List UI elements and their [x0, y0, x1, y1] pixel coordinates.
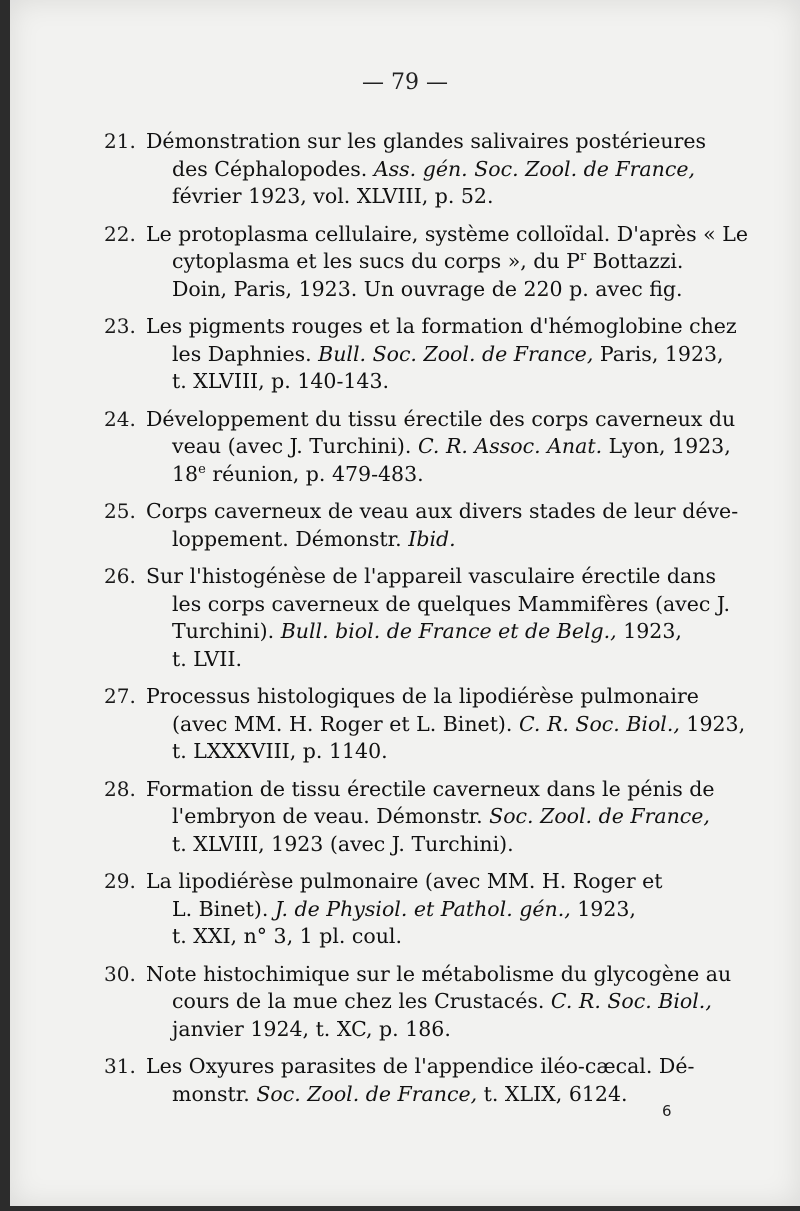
superscript: e [198, 461, 206, 477]
bibliography-entry [10, 776, 800, 859]
text-segment: t. LXXXVIII, p. 1140. [172, 739, 388, 763]
bibliography-entry [10, 683, 800, 766]
bibliography-list [10, 128, 800, 1118]
text-segment: Développement du tissu érectile des corps caverneux du [146, 406, 736, 431]
bibliography-entry [10, 313, 800, 396]
text-segment: Corps caverneux de veau aux divers stades de leur déve- [146, 499, 739, 523]
bibliography-entry [10, 498, 800, 553]
entry-number: 27. [104, 684, 136, 708]
entry-line [146, 313, 737, 341]
text-segment: Lyon, 1923, [602, 434, 731, 458]
entry-line [146, 461, 706, 489]
text-segment: Bottazzi. [586, 249, 684, 273]
entry-number: 21. [104, 129, 136, 153]
entry-number: 22. [104, 221, 136, 246]
text-segment: janvier 1924, t. XC, p. 186. [172, 1016, 451, 1041]
entry-number: 30. [104, 961, 136, 986]
text-segment: février 1923, vol. XLVIII, p. 52. [172, 184, 494, 208]
citation-journal: Ass. gén. Soc. Zool. de France, [373, 156, 695, 181]
entry-line [146, 248, 706, 276]
text-segment: Doin, Paris, 1923. Un ouvrage de 220 p. avec fig. [172, 276, 683, 301]
entry-text [146, 406, 736, 489]
bibliography-entry [10, 406, 800, 489]
entry-line [146, 738, 706, 766]
citation-journal: Soc. Zool. de France, [256, 1081, 478, 1106]
citation-journal: Bull. Soc. Zool. de France, [318, 341, 594, 366]
text-segment: Les Oxyures parasites de l'appendice iléo-cæcal. Dé- [146, 1054, 695, 1078]
text-segment: t. XXI, n° 3, 1 pl. coul. [172, 924, 403, 948]
bibliography-entry [10, 128, 800, 211]
text-segment: La lipodiérèse pulmonaire (avec MM. H. Roger et [146, 869, 663, 893]
entry-line [146, 831, 706, 859]
citation-journal: Soc. Zool. de France, [489, 804, 710, 828]
entry-text [146, 868, 706, 951]
entry-text [146, 313, 737, 396]
bibliography-entry [10, 563, 800, 673]
text-segment: 1923, [616, 619, 682, 643]
entry-line [146, 591, 731, 619]
bibliography-entry [10, 1053, 800, 1108]
entry-line [146, 526, 706, 554]
text-segment: Paris, 1923, [593, 341, 724, 366]
entry-number: 28. [104, 776, 136, 801]
entry-line [146, 433, 731, 461]
entry-line [146, 406, 736, 434]
superscript: r [579, 249, 587, 265]
entry-text [146, 498, 739, 553]
text-segment: L. Binet). [172, 896, 275, 921]
entry-text [146, 1053, 706, 1108]
text-segment: veau (avec J. Turchini). [172, 434, 418, 458]
entry-line [146, 1016, 706, 1044]
text-segment: Turchini). [172, 619, 281, 643]
citation-journal: J. de Physiol. et Pathol. gén., [274, 896, 571, 921]
entry-line [146, 896, 706, 924]
text-segment: t. XLVIII, p. 140-143. [172, 369, 390, 393]
entry-line [146, 803, 710, 831]
entry-line [146, 563, 716, 591]
entry-number: 31. [104, 1054, 136, 1078]
entry-number: 29. [104, 869, 136, 893]
entry-text [146, 128, 706, 211]
entry-line [146, 868, 706, 896]
text-segment: Les pigments rouges et la formation d'hémoglobine chez [146, 314, 737, 338]
entry-line [146, 1081, 706, 1109]
text-segment: cours de la mue chez les Crustacés. [172, 989, 551, 1013]
page-number: — 79 — [362, 70, 448, 95]
text-segment: les Daphnies. [172, 341, 319, 366]
entry-line [146, 221, 748, 249]
entry-number: 24. [104, 406, 136, 431]
entry-line [146, 1053, 706, 1081]
text-segment: t. XLIX, 6124. [477, 1081, 628, 1106]
text-segment: Processus histologiques de la lipodiérèse pulmonaire [146, 684, 699, 708]
text-segment: les corps caverneux de quelques Mammifères (avec J. [172, 591, 731, 616]
entry-number: 26. [104, 564, 136, 588]
entry-number: 25. [104, 499, 136, 523]
entry-line [146, 711, 746, 739]
entry-text [146, 563, 731, 673]
text-segment: Note histochimique sur le métabolisme du glycogène au [146, 961, 732, 986]
entry-text [146, 221, 748, 304]
entry-line [146, 683, 706, 711]
entry-line [146, 776, 715, 804]
text-segment: loppement. Démonstr. [172, 526, 409, 551]
text-segment: monstr. [172, 1081, 257, 1106]
citation-journal: Bull. biol. de France et de Belg., [280, 619, 617, 643]
text-segment: Sur l'histogénèse de l'appareil vasculaire érectile dans [146, 564, 716, 588]
entry-line [146, 618, 706, 646]
text-segment: cytoplasma et les sucs du corps », du P [172, 249, 580, 273]
text-segment: 1923, [570, 896, 636, 921]
bibliography-entry [10, 221, 800, 304]
signature-mark: 6 [662, 1102, 672, 1120]
entry-line [146, 128, 706, 156]
citation-journal: C. R. Assoc. Anat. [417, 434, 603, 458]
text-segment: t. XLVIII, 1923 (avec J. Turchini). [172, 831, 514, 856]
text-segment: Démonstration sur les glandes salivaires postérieures [146, 129, 707, 153]
text-segment: l'embryon de veau. Démonstr. [172, 804, 490, 828]
citation-journal: C. R. Soc. Biol., [518, 711, 680, 736]
text-segment: Le protoplasma cellulaire, système colloïdal. D'après « Le [146, 221, 748, 246]
entry-line [146, 368, 706, 396]
text-segment: réunion, p. 479-483. [205, 461, 424, 486]
text-segment: 18 [172, 461, 199, 486]
entry-text [146, 683, 746, 766]
entry-text [146, 961, 732, 1044]
citation-journal: Ibid. [408, 526, 456, 551]
entry-line [146, 923, 706, 951]
citation-journal: C. R. Soc. Biol., [550, 989, 712, 1013]
text-segment: t. LVII. [172, 646, 242, 671]
entry-line [146, 276, 706, 304]
text-segment: des Céphalopodes. [172, 156, 374, 181]
text-segment: 1923, [679, 711, 746, 736]
document-page [10, 0, 800, 1206]
entry-line [146, 341, 724, 369]
entry-text [146, 776, 715, 859]
entry-line [146, 961, 732, 989]
text-segment: (avec MM. H. Roger et L. Binet). [172, 711, 519, 736]
bibliography-entry [10, 961, 800, 1044]
entry-line [146, 498, 739, 526]
entry-line [146, 156, 706, 184]
text-segment: Formation de tissu érectile caverneux dans le pénis de [146, 776, 715, 801]
bibliography-entry [10, 868, 800, 951]
entry-line [146, 183, 706, 211]
entry-line [146, 646, 706, 674]
entry-number: 23. [104, 314, 136, 338]
entry-line [146, 988, 712, 1016]
